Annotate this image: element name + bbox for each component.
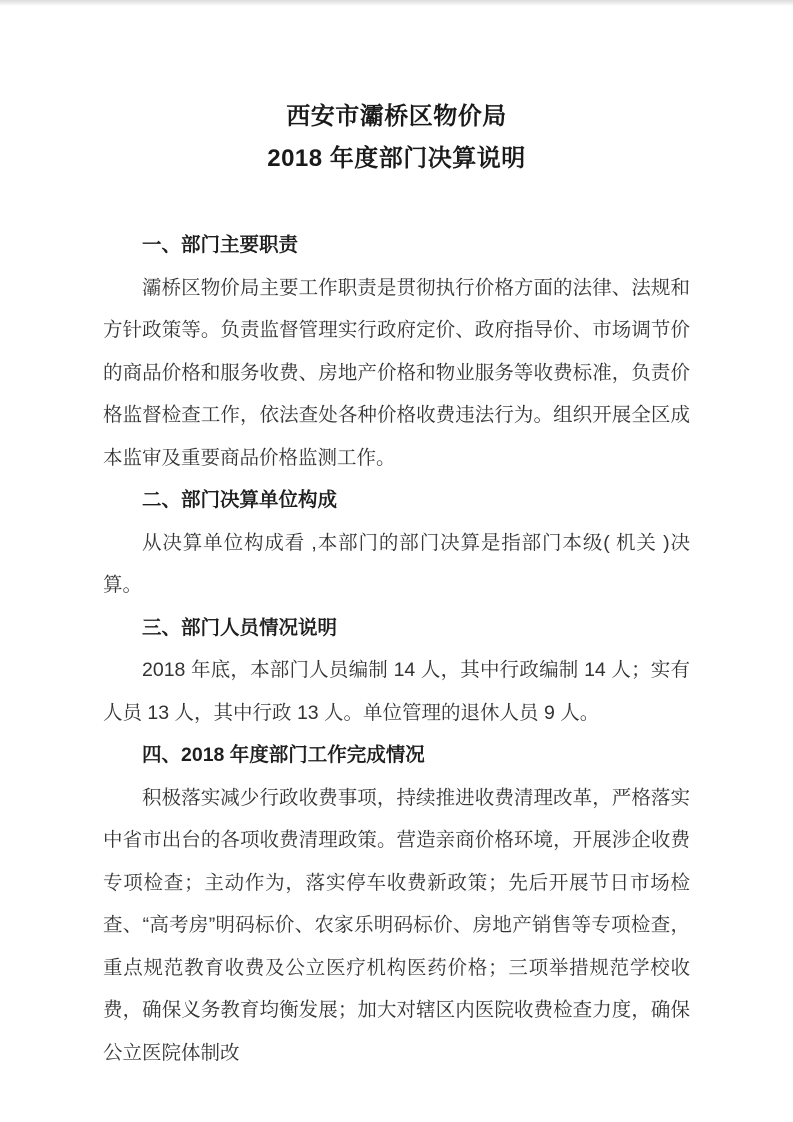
document-title-line2: 2018 年度部门决算说明 bbox=[267, 145, 526, 172]
body-paragraph: 灞桥区物价局主要工作职责是贯彻执行价格方面的法律、法规和方针政策等。负责监督管理实行政府定价、政府指导价、市场调节价的商品价格和服务收费、房地产价格和物业服务等收费标准，负责价格监督检查工作，依法查处各种价格收费违法行为。组织开展全区成本监审及重要商品价格监测工作。 bbox=[103, 276, 690, 469]
body-paragraph: 2018 年底，本部门人员编制 14 人，其中行政编制 14 人；实有人员 13 人，其中行政 13 人。单位管理的退休人员 9 人。 bbox=[103, 659, 690, 724]
document-title-line1: 西安市灞桥区物价局 bbox=[286, 103, 507, 130]
document-body bbox=[103, 224, 690, 1074]
document-title bbox=[103, 96, 690, 180]
section-heading-3: 三、部门人员情况说明 bbox=[142, 616, 338, 639]
section-heading-2: 二、部门决算单位构成 bbox=[142, 489, 338, 511]
section-heading-1: 一、部门主要职责 bbox=[142, 234, 299, 256]
section-heading-4: 四、2018 年度部门工作完成情况 bbox=[142, 744, 425, 766]
body-paragraph: 从决算单位构成看 ,本部门的部门决算是指部门本级( 机关 )决算。 bbox=[103, 531, 690, 596]
body-paragraph: 积极落实减少行政收费事项，持续推进收费清理改革，严格落实中省市出台的各项收费清理政策。营造亲商价格环境，开展涉企收费专项检查；主动作为，落实停车收费新政策；先后开展节日市场检查、“高考房”明码标价、农家乐明码标价、房地产销售等专项检查，重点规范教育收费及公立医疗机构医药价格；三项举措规范学校收费，确保义务教育均衡发展；加大对辖区内医院收费检查力度，确保公立医院体制改 bbox=[103, 786, 690, 1064]
